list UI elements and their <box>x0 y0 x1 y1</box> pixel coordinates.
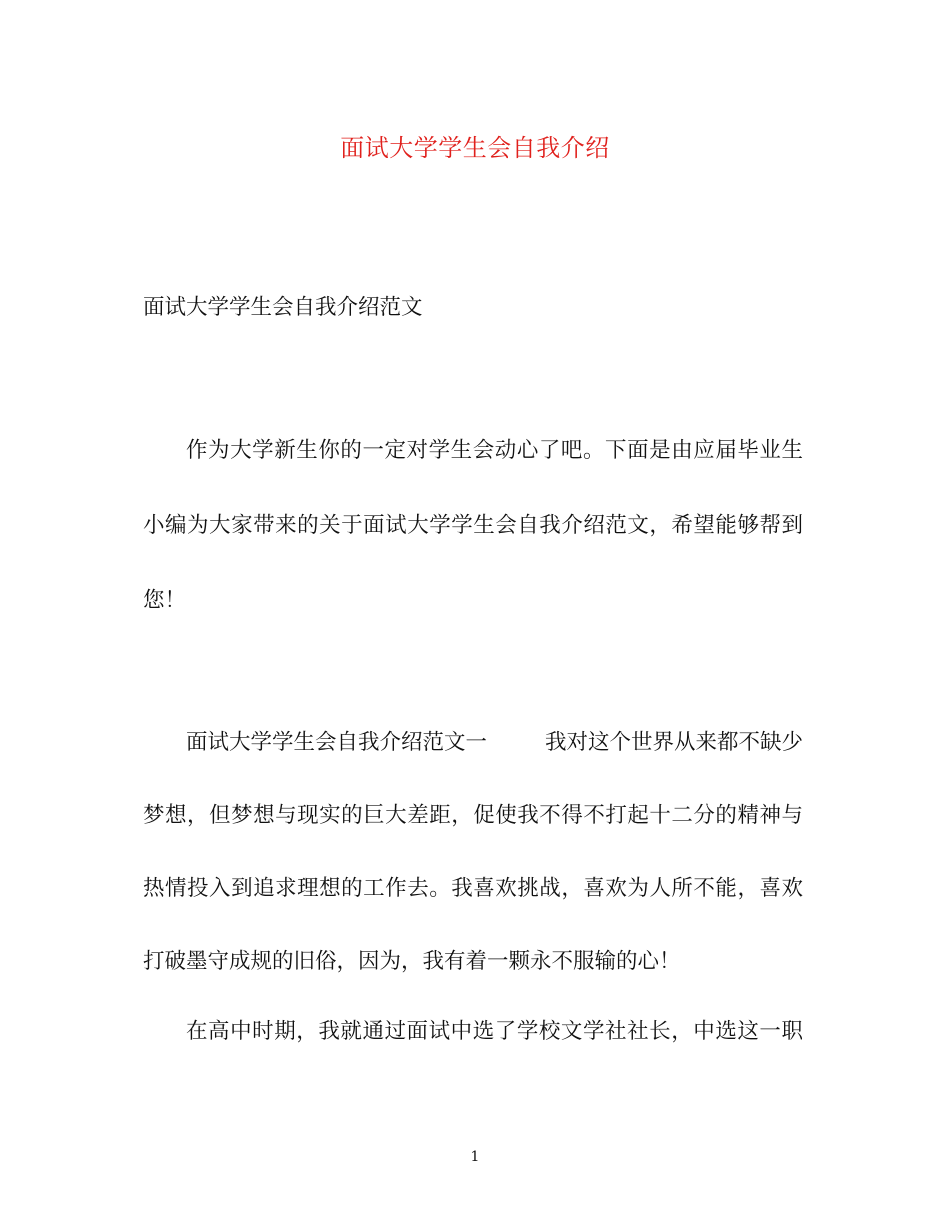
paragraph-2-line-2: 梦想，但梦想与现实的巨大差距，促使我不得不打起十二分的精神与 <box>143 803 803 828</box>
paragraph-1-line-3: 您！ <box>143 588 187 613</box>
paragraph-3-line-1: 在高中时期，我就通过面试中选了学校文学社社长，中选这一职 <box>186 1019 803 1044</box>
paragraph-2-line-4: 打破墨守成规的旧俗，因为，我有着一颗永不服输的心！ <box>143 949 681 974</box>
paragraph-1-line-1: 作为大学新生你的一定对学生会动心了吧。下面是由应届毕业生 <box>186 438 803 463</box>
paragraph-1-line-2: 小编为大家带来的关于面试大学学生会自我介绍范文，希望能够帮到 <box>143 513 803 538</box>
document-title: 面试大学学生会自我介绍 <box>340 134 610 162</box>
paragraph-2-line-1 <box>186 725 803 761</box>
section-heading: 面试大学学生会自我介绍范文一 <box>186 730 488 755</box>
paragraph-2-line-3: 热情投入到追求理想的工作去。我喜欢挑战，喜欢为人所不能，喜欢 <box>143 876 803 901</box>
paragraph-2-line-1-text: 我对这个世界从来都不缺少 <box>544 730 803 755</box>
page-number: 1 <box>470 1149 480 1165</box>
document-subtitle: 面试大学学生会自我介绍范文 <box>143 295 423 320</box>
